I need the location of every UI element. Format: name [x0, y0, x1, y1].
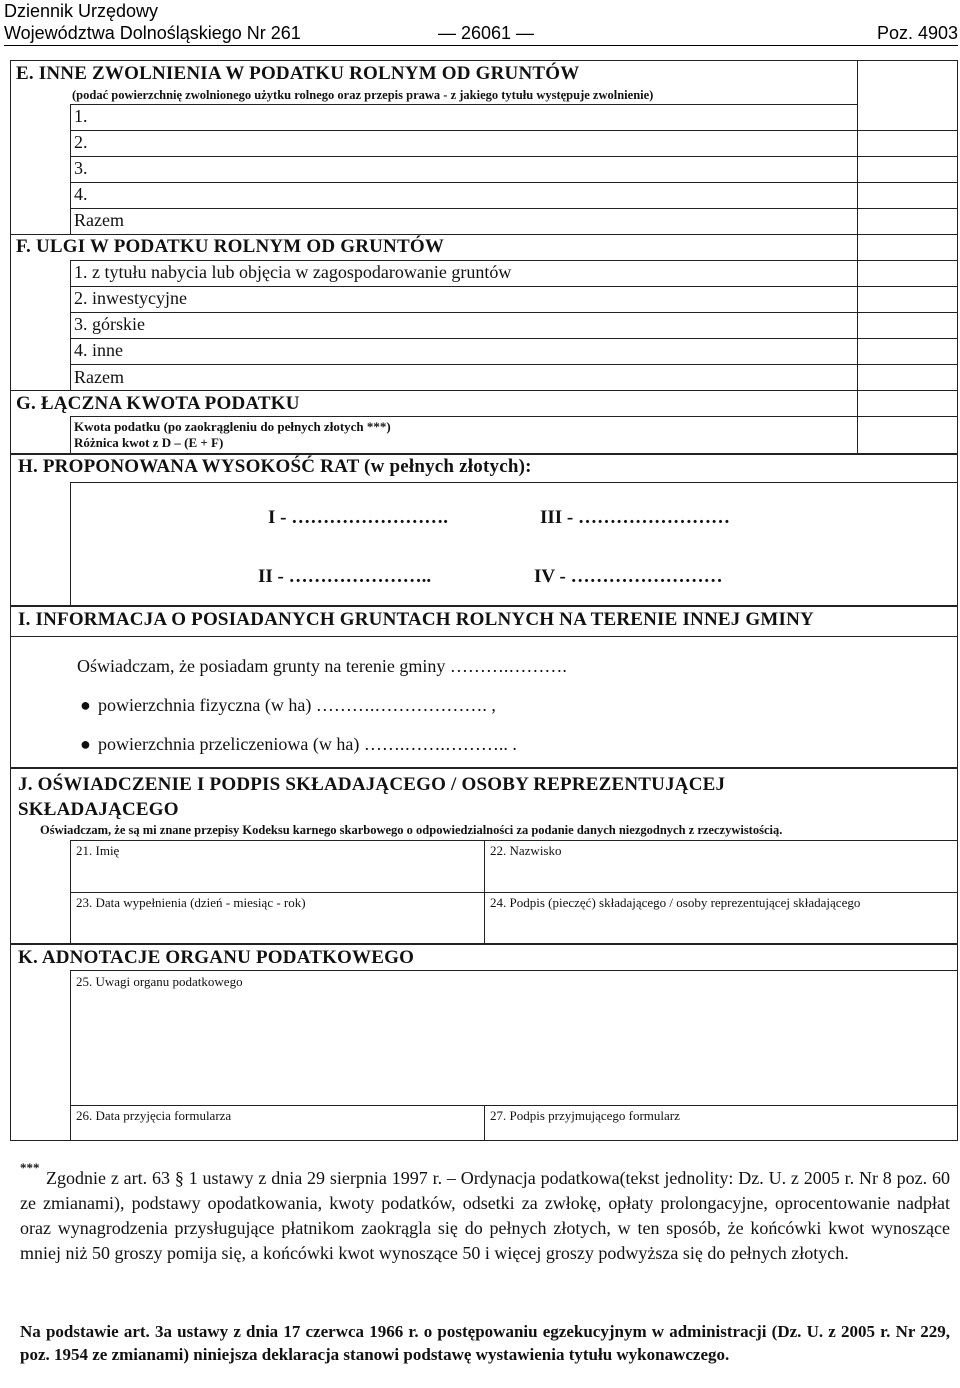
legal-basis-body: Na podstawie art. 3a ustawy z dnia 17 czerwca 1966 r. o postępowaniu egzekucyjnym w administracji (Dz. U. z 2005 r. Nr 229, poz. 1954 ze zmianami) niniejsza deklaracja stanowi podstawę wystawienia tytułu wykonawczego.: [20, 1322, 950, 1364]
row-divider: [70, 208, 958, 209]
field-21-first-name[interactable]: 21. Imię: [76, 843, 120, 858]
footnote-marker: ***: [20, 1160, 40, 1175]
section-f-row: 3. górskie: [74, 314, 145, 334]
section-j-fields-mid: [70, 892, 958, 893]
section-g-line2: Różnica kwot z D – (E + F): [74, 435, 224, 450]
section-k-title: K. ADNOTACJE ORGANU PODATKOWEGO: [18, 947, 415, 968]
journal-title: Dziennik Urzędowy: [4, 1, 159, 21]
section-e-row: 3.: [74, 158, 88, 178]
page-number: — 26061 —: [438, 23, 535, 43]
section-e-subtitle: (podać powierzchnię zwolnionego użytku rolnego oraz przepis prawa - z jakiego tytułu występuje zwolnienie): [72, 88, 654, 102]
form-right-column-divider: [857, 60, 858, 454]
row-divider: [70, 156, 958, 157]
form-left-column-divider: [70, 416, 71, 454]
section-k-fields-top: [70, 970, 958, 971]
section-e-title: E. INNE ZWOLNIENIA W PODATKU ROLNYM OD GRUNTÓW: [16, 63, 580, 84]
footnote-body: Zgodnie z art. 63 § 1 ustawy z dnia 29 sierpnia 1997 r. – Ordynacja podatkowa(tekst jednolity: Dz. U. z 2005 r. Nr 8 poz. 60 ze zmianami), podstawy opodatkowania, kwoty podatków, odsetki za zwłokę, opłaty prolongacyjne, oprocentowanie nadpłat oraz wynagrodzenia przysługujące płatnikom zaokrągla się do pełnych złotych, w ten sposób, że końcówki kwot wynoszące mniej niż 50 groszy pomija się, a końcówki kwot wynoszące 50 i więcej groszy podwyższa się do pełnych złotych.: [20, 1168, 950, 1263]
section-i-bullet-physical-area: powierzchnia fizyczna (w ha) ……….………………. ,: [98, 695, 496, 715]
section-i-title: I. INFORMACJA O POSIADANYCH GRUNTACH ROLNYCH NA TERENIE INNEJ GMINY: [18, 609, 814, 630]
section-f-row: 1. z tytułu nabycia lub objęcia w zagospodarowanie gruntów: [74, 262, 512, 282]
row-divider: [70, 130, 958, 131]
rate-iii: III - ……………………: [540, 507, 731, 528]
field-25-remarks[interactable]: 25. Uwagi organu podatkowego: [76, 974, 243, 989]
row-divider: [70, 312, 958, 313]
legal-basis-text: [20, 1320, 950, 1366]
position-number: Poz. 4903: [876, 23, 958, 43]
section-f-row: 4. inne: [74, 340, 123, 360]
section-e-row: 2.: [74, 132, 88, 152]
form-left-column-divider: [70, 104, 71, 234]
bullet-icon: ●: [80, 734, 91, 754]
section-i-title-divider: [10, 636, 958, 637]
section-j-title-line1: J. OŚWIADCZENIE I PODPIS SKŁADAJĄCEGO / OSOBY REPREZENTUJĄCEJ: [18, 774, 726, 795]
rate-iv: IV - ……………………: [534, 566, 723, 587]
section-h-title-divider: [70, 482, 958, 483]
row-divider: [70, 286, 958, 287]
footnote-text: [20, 1166, 950, 1266]
form-left-column-divider: [70, 260, 71, 390]
section-e-total: Razem: [74, 210, 124, 230]
section-j-statement: Oświadczam, że są mi znane przepisy Kodeksu karnego skarbowego o odpowiedzialności za podanie danych niezgodnych z rzeczywistością.: [40, 823, 783, 837]
section-e-row: 1.: [74, 106, 88, 126]
row-divider: [70, 338, 958, 339]
field-24-signature[interactable]: 24. Podpis (pieczęć) składającego / osoby reprezentującej składającego: [490, 895, 861, 910]
field-22-last-name[interactable]: 22. Nazwisko: [490, 843, 562, 858]
section-g-title: G. ŁĄCZNA KWOTA PODATKU: [16, 393, 300, 414]
bullet-icon: ●: [80, 695, 91, 715]
rate-i: I - …………………….: [268, 507, 448, 528]
section-h-title: H. PROPONOWANA WYSOKOŚĆ RAT (w pełnych złotych):: [18, 456, 532, 477]
section-i-statement: Oświadczam, że posiadam grunty na terenie gminy ……….……….: [77, 656, 567, 676]
section-divider: [10, 390, 958, 391]
row-divider: [70, 416, 958, 417]
section-h-left-divider: [70, 482, 71, 606]
row-divider: [70, 260, 958, 261]
section-f-title: F. ULGI W PODATKU ROLNYM OD GRUNTÓW: [16, 236, 445, 257]
section-f-row: 2. inwestycyjne: [74, 288, 187, 308]
header-divider: [4, 45, 958, 46]
section-g-line1: Kwota podatku (po zaokrągleniu do pełnych złotych ***): [74, 419, 391, 434]
section-divider: [10, 234, 958, 235]
row-divider: [70, 182, 958, 183]
field-23-date[interactable]: 23. Data wypełnienia (dzień - miesiąc - rok): [76, 895, 306, 910]
section-j-title-line2: SKŁADAJĄCEGO: [18, 799, 179, 820]
section-k-left-divider: [70, 970, 71, 1141]
field-27-receiver-signature[interactable]: 27. Podpis przyjmującego formularz: [490, 1108, 680, 1123]
section-f-total: Razem: [74, 367, 124, 387]
row-divider: [70, 364, 958, 365]
section-i-bullet-converted-area: powierzchnia przeliczeniowa (w ha) …….…….……….. .: [98, 734, 517, 754]
row-divider: [70, 104, 857, 105]
field-26-acceptance-date[interactable]: 26. Data przyjęcia formularza: [76, 1108, 232, 1123]
rate-ii: II - …………………..: [258, 566, 432, 587]
section-j-fields-top: [70, 840, 958, 841]
section-e-row: 4.: [74, 184, 88, 204]
section-k-mid-divider: [484, 1105, 485, 1141]
section-k-fields-mid: [70, 1105, 958, 1106]
journal-issue: Województwa Dolnośląskiego Nr 261: [4, 23, 301, 43]
